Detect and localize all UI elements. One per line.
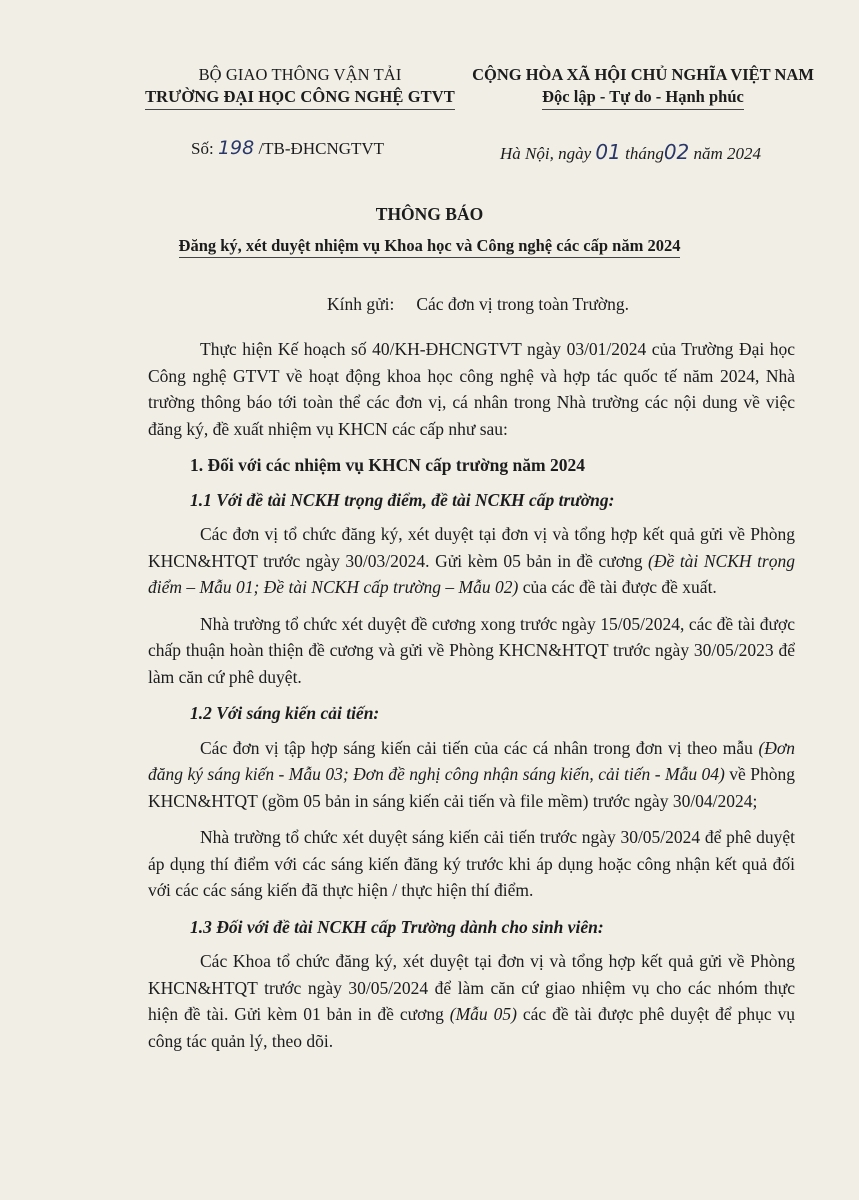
section-1-2-paragraph-1: Các đơn vị tập hợp sáng kiến cải tiến của các cá nhân trong đơn vị theo mẫu (Đơn đăng ký sáng kiến - Mẫu 03; Đơn đề nghị công nhận sáng kiến, cải tiến - Mẫu 04) về Phòng KHCN&HTQT (gồm 05 bản in sáng kiến cải tiến và file mềm) trước ngày 30/04/2024; xyxy=(148,737,795,811)
document-subtitle: Đăng ký, xét duyệt nhiệm vụ Khoa học và Công nghệ các cấp năm 2024 xyxy=(0,236,859,258)
handwritten-month: 02 xyxy=(663,140,690,164)
section-1-1-heading: 1.1 Với đề tài NCKH trọng điểm, đề tài NCKH cấp trường: xyxy=(190,489,615,510)
recipient-label: Kính gửi: xyxy=(327,294,395,314)
handwritten-day: 01 xyxy=(595,140,621,164)
document-body xyxy=(148,336,795,1054)
handwritten-number: 198 xyxy=(217,137,255,159)
ministry-name: BỘ GIAO THÔNG VẬN TẢI xyxy=(198,65,402,84)
section-1-3-heading: 1.3 Đối với đề tài NCKH cấp Trường dành cho sinh viên: xyxy=(190,916,604,937)
motto: Độc lập - Tự do - Hạnh phúc xyxy=(542,86,744,110)
section-1-1-paragraph-2: Nhà trường tổ chức xét duyệt đề cương xong trước ngày 15/05/2024, các đề tài được chấp thuận hoàn thiện đề cương và gửi về Phòng KHCN&HTQT trước ngày 30/05/2023 để làm căn cứ phê duyệt. xyxy=(148,613,795,687)
intro-paragraph: Thực hiện Kế hoạch số 40/KH-ĐHCNGTVT ngày 03/01/2024 của Trường Đại học Công nghệ GTVT về hoạt động khoa học công nghệ và hợp tác quốc tế năm 2024, Nhà trường thông báo tới toàn thể các đơn vị, cá nhân trong Nhà trường các nội dung về việc đăng ký, đề xuất nhiệm vụ KHCN các cấp như sau: xyxy=(148,339,795,439)
recipient-value: Các đơn vị trong toàn Trường. xyxy=(416,294,630,314)
issuer-block xyxy=(140,64,460,110)
section-1-2-paragraph-2: Nhà trường tổ chức xét duyệt sáng kiến cải tiến trước ngày 30/05/2024 để phê duyệt áp dụng thí điểm với các sáng kiến đăng ký trước khi áp dụng hoặc công nhận kết quả đối với các các sáng kiến đã thực hiện / thực hiện thí điểm. xyxy=(148,827,795,900)
section-1-2-heading: 1.2 Với sáng kiến cải tiến: xyxy=(190,703,380,723)
national-heading xyxy=(458,64,828,110)
recipient-line xyxy=(327,294,629,315)
section-1-1-paragraph-1: Các đơn vị tổ chức đăng ký, xét duyệt tại đơn vị và tổng hợp kết quả gửi về Phòng KHCN&HTQT trước ngày 30/03/2024. Gửi kèm 05 bản in đề cương (Đề tài NCKH trọng điểm – Mẫu 01; Đề tài NCKH cấp trường – Mẫu 02) của các đề tài được đề xuất. xyxy=(148,524,795,597)
reference-number: Số: 198 /TB-ĐHCNGTVT xyxy=(191,137,385,159)
section-1-3-paragraph-1: Các Khoa tổ chức đăng ký, xét duyệt tại đơn vị và tổng hợp kết quả gửi về Phòng KHCN&HTQT trước ngày 30/05/2024 để làm căn cứ giao nhiệm vụ cho các nhóm thực hiện đề tài. Gửi kèm 01 bản in đề cương (Mẫu 05) các đề tài được phê duyệt để phục vụ công tác quản lý, theo dõi. xyxy=(148,951,796,1051)
document-title: THÔNG BÁO xyxy=(375,204,484,224)
university-name: TRƯỜNG ĐẠI HỌC CÔNG NGHỆ GTVT xyxy=(145,86,455,110)
country-name: CỘNG HÒA XÃ HỘI CHỦ NGHĨA VIỆT NAM xyxy=(472,65,814,84)
section-1-heading: 1. Đối với các nhiệm vụ KHCN cấp trường năm 2024 xyxy=(190,455,585,475)
issue-date: Hà Nội, ngày 01 tháng02 năm 2024 xyxy=(500,140,762,164)
